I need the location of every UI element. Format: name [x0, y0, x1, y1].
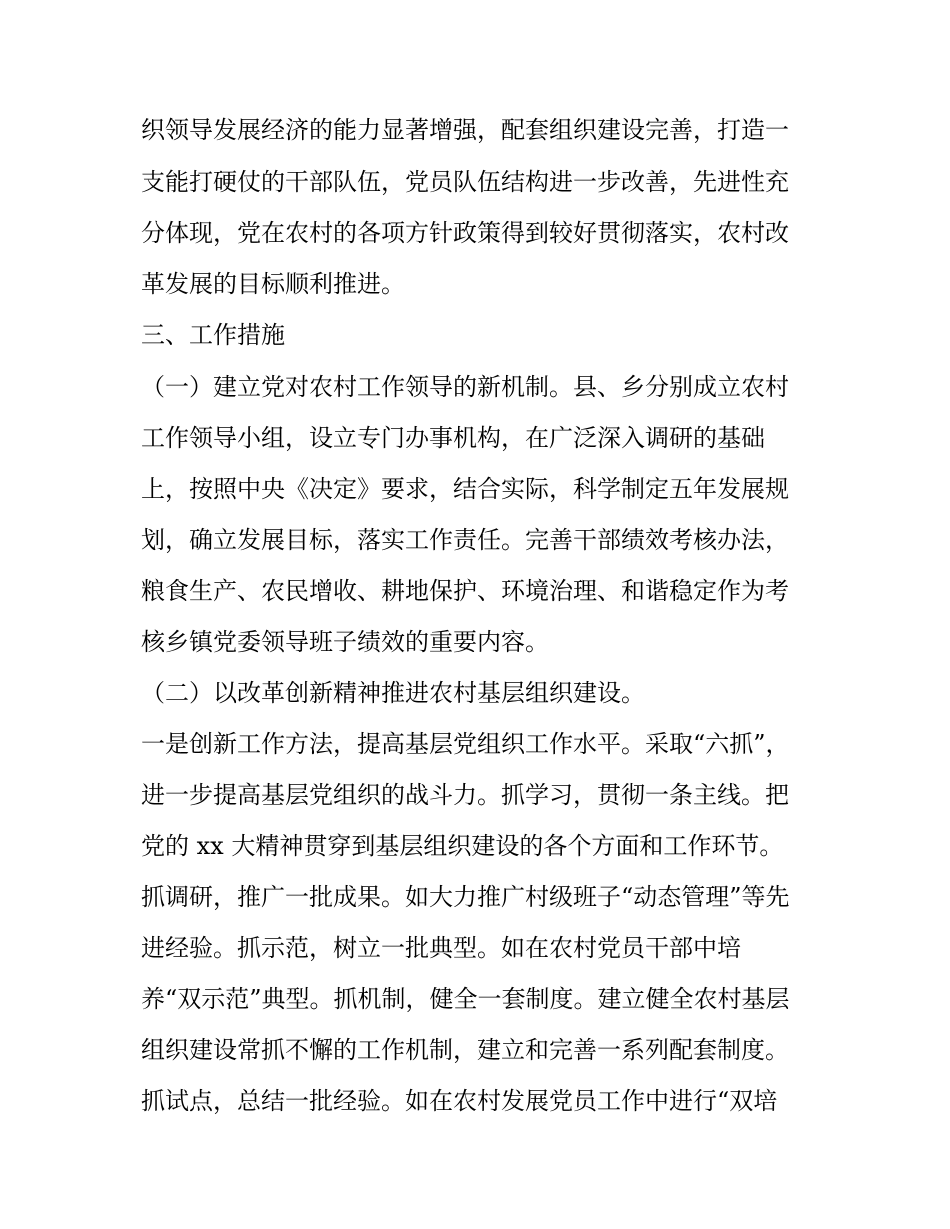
text-line: 进一步提高基层党组织的战斗力。抓学习，贯彻一条主线。把	[141, 781, 789, 809]
text-line: 织领导发展经济的能力显著增强，配套组织建设完善，打造一	[141, 116, 789, 144]
text-line: 工作领导小组，设立专门办事机构，在广泛深入调研的基础	[141, 424, 765, 452]
text-line: 粮食生产、农民增收、耕地保护、环境治理、和谐稳定作为考	[141, 577, 789, 605]
text-line: 抓调研，推广一批成果。如大力推广村级班子“动态管理”等先	[141, 883, 790, 911]
text-line: 分体现，党在农村的各项方针政策得到较好贯彻落实，农村改	[141, 219, 789, 247]
text-line: 支能打硬仗的干部队伍，党员队伍结构进一步改善，先进性充	[141, 168, 789, 196]
subsection-heading: （二）以改革创新精神推进农村基层组织建设。	[141, 679, 645, 707]
text-line: 一是创新工作方法，提高基层党组织工作水平。采取“六抓”，	[141, 730, 790, 758]
section-heading: 三、工作措施	[141, 321, 285, 349]
text-line: 核乡镇党委领导班子绩效的重要内容。	[141, 628, 549, 656]
text-line: 革发展的目标顺利推进。	[141, 270, 405, 298]
text-line: 进经验。抓示范，树立一批典型。如在农村党员干部中培	[141, 934, 741, 962]
text-line: 划，确立发展目标，落实工作责任。完善干部绩效考核办法，	[141, 526, 789, 554]
text-line: 组织建设常抓不懈的工作机制，建立和完善一系列配套制度。	[141, 1036, 789, 1064]
text-line: 养“双示范”典型。抓机制，健全一套制度。建立健全农村基层	[141, 985, 790, 1013]
subsection-heading: （一）建立党对农村工作领导的新机制。县、乡分别成立农村	[141, 373, 789, 401]
text-line: 抓试点，总结一批经验。如在农村发展党员工作中进行“双培	[141, 1087, 778, 1115]
text-line: 党的 xx 大精神贯穿到基层组织建设的各个方面和工作环节。	[141, 832, 784, 860]
text-line: 上，按照中央《决定》要求，结合实际，科学制定五年发展规	[141, 475, 789, 503]
